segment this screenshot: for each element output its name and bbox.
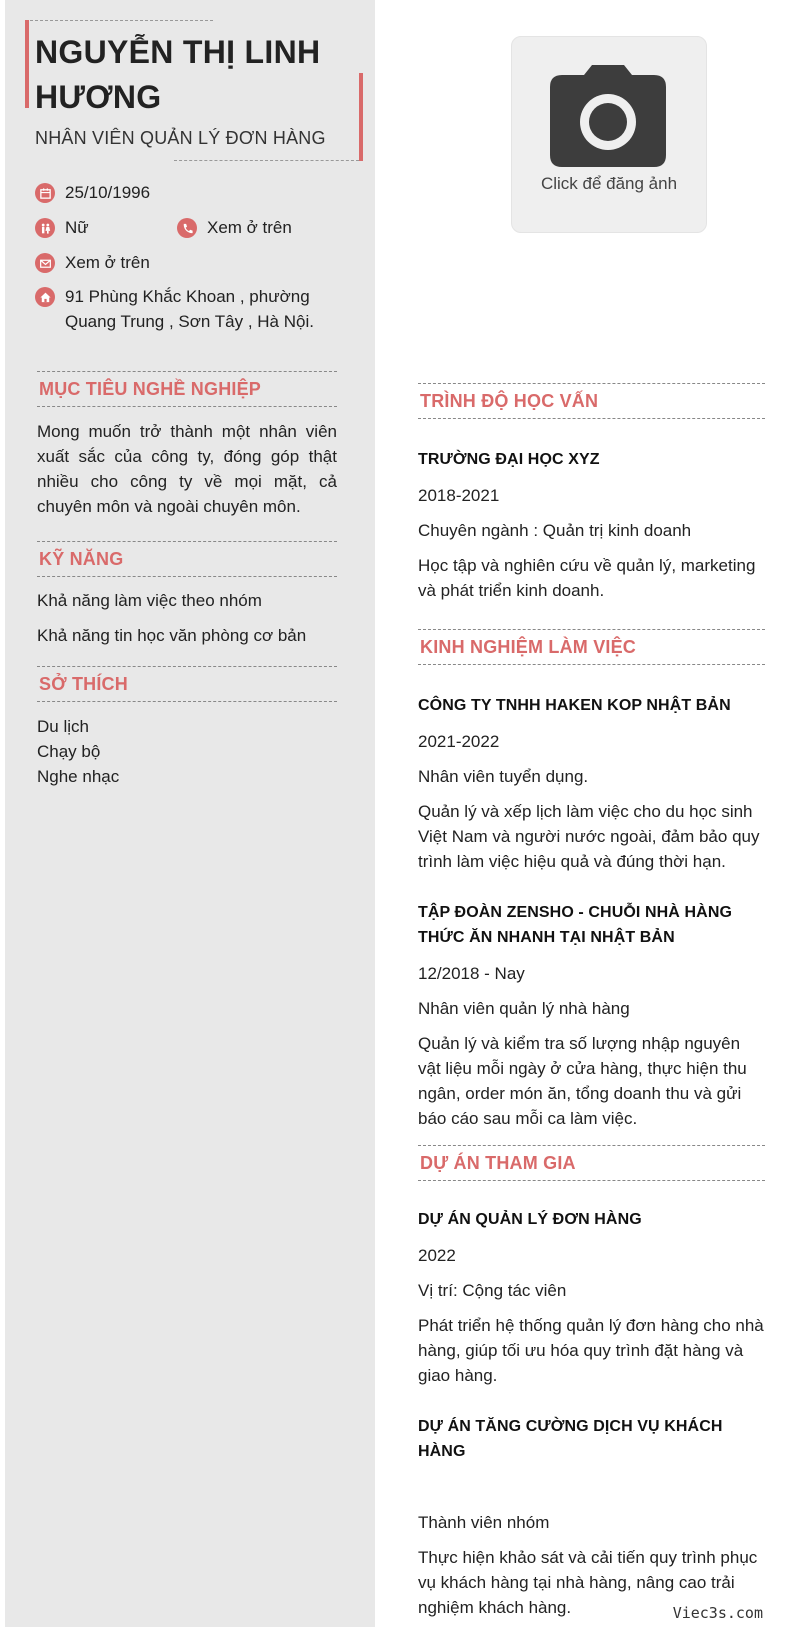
footer-brand[interactable]: Viec3s.com xyxy=(672,1604,763,1622)
email-text: Xem ở trên xyxy=(65,253,150,272)
job-company[interactable]: TẬP ĐOÀN ZENSHO - CHUỖI NHÀ HÀNG THỨC ĂN NHANH TẠI NHẬT BẢN xyxy=(418,904,733,946)
calendar-icon xyxy=(35,183,55,203)
objective-text[interactable]: Mong muốn trở thành một nhân viên xuất sắc của công ty, đóng góp thật nhiều cho công ty về mọi mặt, cả chuyên môn và ngoài chuyên môn. xyxy=(37,422,337,516)
job-period[interactable]: 2021-2022 xyxy=(418,732,500,751)
projects-heading: DỰ ÁN THAM GIA xyxy=(418,1145,765,1181)
phone-icon xyxy=(177,218,197,238)
header-bottom-divider xyxy=(174,160,359,161)
projects-section xyxy=(418,1145,765,1620)
job-position[interactable]: Nhân viên quản lý nhà hàng xyxy=(418,999,630,1018)
camera-icon xyxy=(550,65,666,167)
birthday-text: 25/10/1996 xyxy=(65,183,151,202)
hobbies-heading: SỞ THÍCH xyxy=(37,666,337,702)
email-icon xyxy=(35,253,55,273)
contact-birthday[interactable] xyxy=(35,183,150,205)
objective-section xyxy=(37,371,337,519)
hobby-item[interactable]: Nghe nhạc xyxy=(37,767,120,786)
phone-text: Xem ở trên xyxy=(207,218,292,237)
project-description[interactable]: Phát triển hệ thống quản lý đơn hàng cho nhà hàng, giúp tối ưu hóa quy trình đặt hàng và giao hàng. xyxy=(418,1316,764,1385)
education-description[interactable]: Học tập và nghiên cứu về quản lý, marketing và phát triển kinh doanh. xyxy=(418,556,756,600)
gender-icon xyxy=(35,218,55,238)
contact-gender[interactable] xyxy=(35,218,89,240)
candidate-name[interactable]: NGUYỄN THỊ LINH HƯƠNG xyxy=(35,34,321,115)
project-role[interactable]: Vị trí: Cộng tác viên xyxy=(418,1281,567,1300)
hobby-item[interactable]: Du lịch xyxy=(37,717,89,736)
header-top-divider xyxy=(25,20,213,21)
photo-upload[interactable] xyxy=(511,36,707,233)
skills-section xyxy=(37,541,337,648)
job-position[interactable]: Nhân viên tuyển dụng. xyxy=(418,767,589,786)
sidebar xyxy=(5,0,375,1627)
job-description[interactable]: Quản lý và xếp lịch làm việc cho du học sinh Việt Nam và người nước ngoài, đảm bảo quy trình làm việc hiệu quả và đúng thời hạn. xyxy=(418,802,760,871)
contact-address[interactable] xyxy=(35,287,335,334)
project-name[interactable]: DỰ ÁN QUẢN LÝ ĐƠN HÀNG xyxy=(418,1211,642,1228)
education-section xyxy=(418,383,765,603)
gender-text: Nữ xyxy=(65,218,89,237)
contact-email[interactable] xyxy=(35,253,150,275)
experience-heading: KINH NGHIỆM LÀM VIỆC xyxy=(418,629,765,665)
skill-item[interactable]: Khả năng tin học văn phòng cơ bản xyxy=(37,626,307,645)
skills-heading: KỸ NĂNG xyxy=(37,541,337,577)
address-text: 91 Phùng Khắc Khoan , phường Quang Trung , Sơn Tây , Hà Nội. xyxy=(65,287,314,331)
header-accent-bar-left xyxy=(25,20,29,108)
objective-heading: MỤC TIÊU NGHỀ NGHIỆP xyxy=(37,371,337,407)
contact-phone[interactable] xyxy=(177,218,292,240)
project-description[interactable]: Thực hiện khảo sát và cải tiến quy trình phục vụ khách hàng tại nhà hàng, nâng cao trải nghiệm khách hàng. xyxy=(418,1548,758,1617)
header-block xyxy=(25,20,363,162)
project-name[interactable]: DỰ ÁN TĂNG CƯỜNG DỊCH VỤ KHÁCH HÀNG xyxy=(418,1418,723,1460)
header-accent-bar-right xyxy=(359,73,363,161)
hobby-item[interactable]: Chạy bộ xyxy=(37,742,101,761)
photo-upload-caption: Click để đăng ảnh xyxy=(540,174,678,193)
home-icon xyxy=(35,287,55,307)
skill-item[interactable]: Khả năng làm việc theo nhóm xyxy=(37,591,262,610)
candidate-job-title[interactable]: NHÂN VIÊN QUẢN LÝ ĐƠN HÀNG xyxy=(35,128,326,148)
education-heading: TRÌNH ĐỘ HỌC VẤN xyxy=(418,383,765,419)
project-role[interactable]: Thành viên nhóm xyxy=(418,1513,550,1532)
experience-section xyxy=(418,629,765,1131)
education-years[interactable]: 2018-2021 xyxy=(418,486,500,505)
job-company[interactable]: CÔNG TY TNHH HAKEN KOP NHẬT BẢN xyxy=(418,697,731,714)
job-description[interactable]: Quản lý và kiểm tra số lượng nhập nguyên vật liệu mỗi ngày ở cửa hàng, thực hiện thu ngân, order món ăn, tổng doanh thu và gửi báo cáo sau mỗi ca làm việc. xyxy=(418,1034,747,1128)
project-year[interactable]: 2022 xyxy=(418,1246,456,1265)
school-name[interactable]: TRƯỜNG ĐẠI HỌC XYZ xyxy=(418,451,600,468)
job-period[interactable]: 12/2018 - Nay xyxy=(418,964,525,983)
education-major[interactable]: Chuyên ngành : Quản trị kinh doanh xyxy=(418,521,692,540)
hobbies-section xyxy=(37,666,337,789)
